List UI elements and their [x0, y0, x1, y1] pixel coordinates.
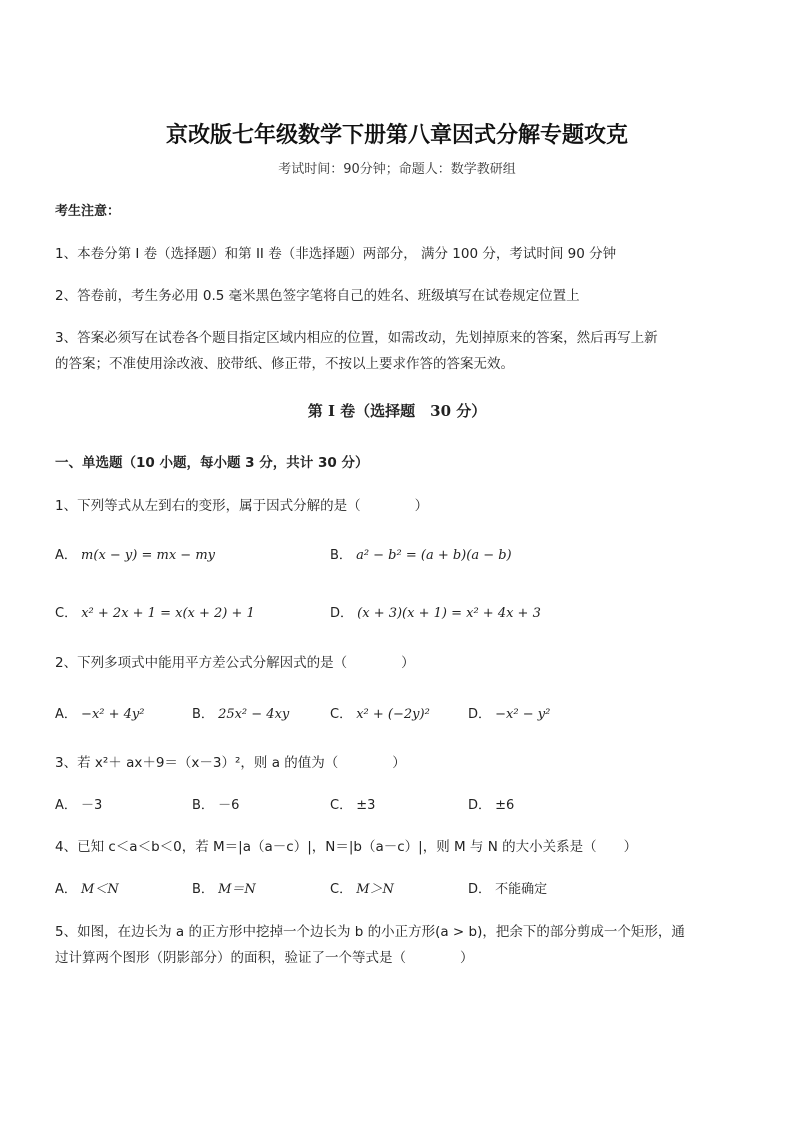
option-text: 不能确定	[495, 882, 548, 897]
question-4-option-b[interactable]	[192, 878, 256, 897]
option-label: B．	[192, 882, 214, 897]
option-label: A．	[55, 707, 77, 722]
question-5-stem-cont: 过计算两个图形（阴影部分）的面积，验证了一个等式是（ ）	[55, 950, 474, 966]
option-text: －6	[218, 798, 240, 813]
option-label: D．	[330, 606, 354, 621]
question-5-stem: 5、如图，在边长为 a 的正方形中挖掉一个边长为 b 的小正方形(a > b)，把余下的部分剪成一个矩形，通	[55, 924, 685, 940]
option-label: B．	[192, 798, 214, 813]
option-label: D．	[468, 798, 492, 813]
exam-info: 考试时间：90分钟；命题人：数学教研组	[278, 162, 516, 177]
option-label: C．	[55, 606, 78, 621]
option-text: M＝N	[218, 882, 256, 897]
notice-item-1: 1、本卷分第 I 卷（选择题）和第 II 卷（非选择题）两部分， 满分 100 分，考试时间 90 分钟	[55, 246, 617, 262]
question-1-option-c[interactable]	[55, 602, 255, 621]
part-heading: 一、单选题（10 小题，每小题 3 分，共计 30 分）	[55, 455, 369, 471]
option-text: ±3	[356, 798, 376, 813]
page-title: 京改版七年级数学下册第八章因式分解专题攻克	[165, 122, 628, 148]
section-title: 第 I 卷（选择题 30 分）	[307, 402, 487, 420]
option-label: A．	[55, 798, 77, 813]
option-text: x² + 2x + 1 = x(x + 2) + 1	[81, 606, 255, 621]
question-4-option-c[interactable]	[330, 878, 394, 897]
question-2-option-d[interactable]	[468, 703, 550, 722]
option-text: x² + (−2y)²	[356, 707, 430, 722]
question-3-stem: 3、若 x²＋ ax＋9＝（x－3）²，则 a 的值为（ ）	[55, 755, 406, 771]
question-1-option-b[interactable]	[330, 544, 512, 563]
option-text: −x² + 4y²	[81, 707, 145, 722]
question-3-option-d[interactable]	[468, 794, 514, 813]
question-2-option-a[interactable]	[55, 703, 144, 722]
question-2-stem: 2、下列多项式中能用平方差公式分解因式的是（ ）	[55, 655, 415, 671]
question-4-option-d[interactable]	[468, 878, 547, 897]
question-4-option-a[interactable]	[55, 878, 119, 897]
question-3-option-a[interactable]	[55, 794, 102, 813]
notice-item-3-cont: 的答案；不准使用涂改液、胶带纸、修正带，不按以上要求作答的答案无效。	[55, 356, 514, 372]
option-label: C．	[330, 707, 353, 722]
option-text: M＜N	[81, 882, 119, 897]
option-label: C．	[330, 882, 353, 897]
option-label: A．	[55, 882, 77, 897]
question-4-stem: 4、已知 c＜a＜b＜0，若 M＝|a（a－c）|，N＝|b（a－c）|，则 M 与 N 的大小关系是（ ）	[55, 839, 638, 855]
option-label: B．	[330, 548, 352, 563]
notice-item-3: 3、答案必须写在试卷各个题目指定区域内相应的位置，如需改动，先划掉原来的答案，然后再写上新	[55, 330, 658, 346]
option-text: －3	[81, 798, 103, 813]
option-label: D．	[468, 707, 492, 722]
option-label: D．	[468, 882, 492, 897]
option-text: a² − b² = (a + b)(a − b)	[356, 548, 512, 563]
option-label: B．	[192, 707, 214, 722]
option-label: C．	[330, 798, 353, 813]
notice-heading: 考生注意：	[55, 204, 121, 219]
question-1-option-d[interactable]	[330, 602, 541, 621]
option-label: A．	[55, 548, 77, 563]
question-3-option-c[interactable]	[330, 794, 375, 813]
question-3-option-b[interactable]	[192, 794, 239, 813]
option-text: 25x² − 4xy	[218, 707, 290, 722]
question-1-option-a[interactable]	[55, 544, 215, 563]
option-text: ±6	[495, 798, 515, 813]
option-text: −x² − y²	[495, 707, 551, 722]
option-text: (x + 3)(x + 1) = x² + 4x + 3	[357, 606, 541, 621]
notice-item-2: 2、答卷前，考生务必用 0.5 毫米黑色签字笔将自己的姓名、班级填写在试卷规定位置上	[55, 288, 580, 304]
question-1-stem: 1、下列等式从左到右的变形，属于因式分解的是（ ）	[55, 498, 429, 514]
question-2-option-b[interactable]	[192, 703, 289, 722]
option-text: m(x − y) = mx − my	[81, 548, 215, 563]
option-text: M＞N	[356, 882, 394, 897]
question-2-option-c[interactable]	[330, 703, 430, 722]
